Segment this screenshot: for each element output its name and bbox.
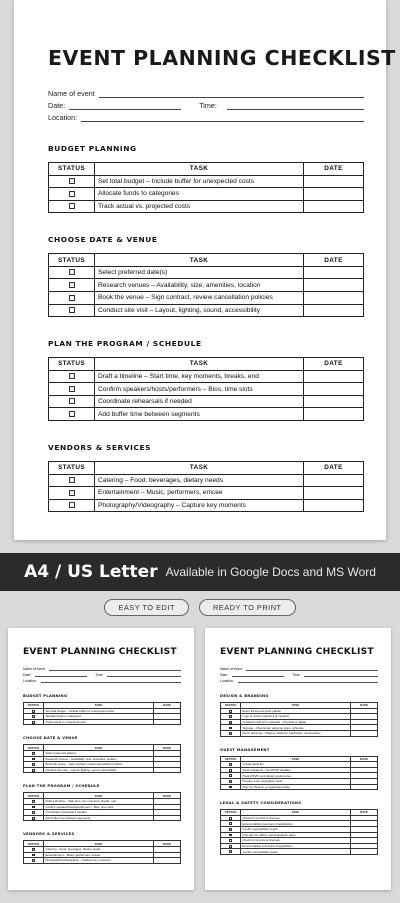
checklist-section: [48, 443, 364, 512]
task-cell: Add buffer time between segments: [95, 408, 304, 421]
task-cell: Confirm accessibility needs: [241, 826, 351, 832]
task-cell: Draft a timeline – Start time, key moments, breaks, end: [44, 798, 154, 804]
task-cell: Confirm speakers/hosts/performers – Bios, time slots: [95, 383, 304, 396]
status-header: STATUS: [49, 358, 95, 371]
preview-fields: Name of event Date: Time: Location:: [23, 665, 181, 683]
status-checkbox[interactable]: [229, 839, 232, 842]
task-cell: Track actual vs. projected costs: [95, 200, 304, 213]
table-row: [49, 266, 364, 279]
status-checkbox[interactable]: [32, 769, 35, 772]
status-header: STATUS: [49, 163, 95, 176]
availability-label: Available in Google Docs and MS Word: [165, 565, 376, 579]
checklist-section: [48, 235, 364, 317]
table-row: [49, 279, 364, 292]
date-cell[interactable]: [304, 370, 364, 383]
name-of-event-row: [48, 86, 364, 98]
task-cell: Set total budget – Include buffer for unexpected costs: [44, 708, 154, 714]
task-cell: Draft a timeline – Start time, key moments, breaks, end: [95, 370, 304, 383]
table-row: [221, 849, 378, 855]
date-header: DATE: [351, 703, 378, 709]
status-checkbox[interactable]: [69, 502, 75, 508]
section-title: BUDGET PLANNING: [23, 694, 68, 698]
section-title: CHOOSE DATE & VENUE: [48, 235, 158, 245]
status-header: STATUS: [24, 703, 44, 709]
task-cell: Decor planning – Flowers, balloons, backdrops, centerpieces: [241, 730, 351, 736]
status-checkbox[interactable]: [69, 295, 75, 301]
status-cell: [24, 858, 44, 864]
status-checkbox[interactable]: [229, 769, 232, 772]
status-checkbox[interactable]: [229, 845, 232, 848]
task-cell: Check for permits or licenses: [241, 815, 351, 821]
table-row: [221, 730, 378, 736]
date-header: DATE: [351, 810, 378, 816]
date-cell[interactable]: [304, 408, 364, 421]
table-header-row: [49, 358, 364, 371]
checklist-table: [220, 702, 378, 737]
status-cell: [49, 395, 95, 408]
table-row: [24, 858, 181, 864]
task-cell: First aid, fire safety, and evacuation plans: [241, 832, 351, 838]
date-cell[interactable]: [304, 291, 364, 304]
status-cell: [49, 188, 95, 201]
status-checkbox[interactable]: [69, 490, 75, 496]
checklist-table: [48, 253, 364, 317]
date-header: DATE: [154, 841, 181, 847]
status-checkbox[interactable]: [69, 269, 75, 275]
status-cell: [49, 499, 95, 512]
status-checkbox[interactable]: [32, 752, 35, 755]
date-time-row: [48, 98, 364, 110]
task-cell: Event theme and color palette: [241, 708, 351, 714]
location-row: [48, 110, 364, 122]
section-title: GUEST MANAGEMENT: [220, 747, 270, 752]
status-checkbox[interactable]: [69, 477, 75, 483]
status-cell: [49, 279, 95, 292]
checklist-section: [23, 694, 181, 725]
task-header: TASK: [44, 793, 154, 799]
status-checkbox[interactable]: [32, 859, 35, 862]
status-checkbox[interactable]: [69, 398, 75, 404]
checklist-table: [23, 744, 181, 773]
task-header: TASK: [95, 254, 304, 267]
checklist-table: [48, 162, 364, 213]
location-label: Location:: [48, 113, 78, 122]
status-checkbox[interactable]: [69, 307, 75, 313]
table-row: [49, 175, 364, 188]
status-checkbox[interactable]: [229, 774, 232, 777]
task-cell: Photography/Videography – Capture key moments: [95, 499, 304, 512]
status-checkbox[interactable]: [69, 373, 75, 379]
status-checkbox[interactable]: [229, 715, 232, 718]
table-row: [49, 304, 364, 317]
status-checkbox[interactable]: [229, 727, 232, 730]
section-title: PLAN THE PROGRAM / SCHEDULE: [48, 339, 202, 349]
name-of-event-line[interactable]: [99, 91, 364, 98]
task-header: TASK: [95, 358, 304, 371]
task-cell: Book the venue – Sign contract, review cancellation policies: [44, 762, 154, 768]
checklist-section: [23, 784, 181, 821]
table-row: [49, 474, 364, 487]
table-row: [49, 188, 364, 201]
status-checkbox[interactable]: [229, 850, 232, 853]
date-cell[interactable]: [154, 767, 181, 773]
status-checkbox[interactable]: [229, 817, 232, 820]
date-cell[interactable]: [304, 395, 364, 408]
date-cell[interactable]: [304, 383, 364, 396]
date-cell[interactable]: [304, 188, 364, 201]
status-checkbox[interactable]: [229, 822, 232, 825]
table-row: [49, 408, 364, 421]
checklist-section: [220, 801, 378, 855]
table-row: [24, 719, 181, 725]
date-cell[interactable]: [304, 487, 364, 500]
status-cell: [221, 849, 241, 855]
status-checkbox[interactable]: [32, 715, 35, 718]
date-cell[interactable]: [304, 266, 364, 279]
task-cell: Conduct site visit – Layout, lighting, sound, accessibility: [44, 767, 154, 773]
date-cell[interactable]: [304, 474, 364, 487]
status-cell: [49, 291, 95, 304]
checklist-table: [48, 461, 364, 512]
status-cell: [49, 304, 95, 317]
task-cell: Research venues – Availability, size, amenities, location: [95, 279, 304, 292]
status-checkbox[interactable]: [32, 817, 35, 820]
task-cell: Check for permits or licenses: [241, 838, 351, 844]
status-checkbox[interactable]: [32, 758, 35, 761]
status-cell: [49, 370, 95, 383]
task-cell: Photography/Videography – Capture key moments: [44, 858, 154, 864]
task-header: TASK: [44, 841, 154, 847]
date-header: DATE: [304, 254, 364, 267]
status-checkbox[interactable]: [229, 828, 232, 831]
date-cell[interactable]: [351, 849, 378, 855]
task-cell: Catering – Food, beverages, dietary needs: [95, 474, 304, 487]
task-header: TASK: [95, 462, 304, 475]
task-cell: Logo or custom graphics (if needed): [241, 714, 351, 720]
status-checkbox[interactable]: [32, 854, 35, 857]
status-checkbox[interactable]: [229, 834, 232, 837]
task-cell: Send invitations – Set RSVP deadline: [241, 767, 351, 773]
preview-page-2: [205, 628, 391, 890]
task-header: TASK: [95, 163, 304, 176]
status-checkbox[interactable]: [32, 763, 35, 766]
date-line[interactable]: [69, 103, 181, 110]
task-cell: Ensure liability insurance (if applicable): [241, 821, 351, 827]
status-cell: [24, 767, 44, 773]
status-cell: [49, 266, 95, 279]
status-header: STATUS: [24, 745, 44, 751]
status-header: STATUS: [221, 703, 241, 709]
status-checkbox[interactable]: [69, 178, 75, 184]
task-cell: Invitations and print materials – Physical or digital: [241, 719, 351, 725]
checklist-section: [48, 339, 364, 421]
section-title: BUDGET PLANNING: [48, 144, 137, 153]
status-cell: [24, 815, 44, 821]
task-cell: Add buffer time between segments: [44, 815, 154, 821]
table-row: [49, 291, 364, 304]
date-cell[interactable]: [154, 815, 181, 821]
status-cell: [49, 200, 95, 213]
date-cell[interactable]: [154, 719, 181, 725]
task-cell: Confirm speakers/hosts/performers – Bios, time slots: [44, 804, 154, 810]
checklist-section: [23, 736, 181, 773]
status-checkbox[interactable]: [69, 386, 75, 392]
main-checklist-page: [14, 0, 396, 540]
section-title: DESIGN & BRANDING: [220, 694, 269, 698]
date-header: DATE: [304, 358, 364, 371]
page-title: EVENT PLANNING CHECKLIST: [48, 46, 396, 70]
status-cell: [49, 487, 95, 500]
task-header: TASK: [44, 745, 154, 751]
task-cell: Create guest list: [241, 762, 351, 768]
main-sections: [48, 144, 364, 512]
preview-fields: Name of event Date: Time: Location:: [220, 665, 378, 683]
date-cell[interactable]: [304, 200, 364, 213]
table-row: [49, 383, 364, 396]
feature-pills: [0, 599, 400, 616]
checklist-section: [48, 144, 364, 213]
status-cell: [221, 784, 241, 790]
task-cell: Coordinate rehearsals if needed: [44, 810, 154, 816]
date-cell[interactable]: [304, 175, 364, 188]
date-cell[interactable]: [304, 304, 364, 317]
task-cell: Catering – Food, beverages, dietary needs: [44, 846, 154, 852]
date-header: DATE: [304, 163, 364, 176]
task-cell: Allocate funds to categories: [44, 714, 154, 720]
task-cell: Allocate funds to categories: [95, 188, 304, 201]
date-header: DATE: [154, 793, 181, 799]
status-checkbox[interactable]: [32, 806, 35, 809]
status-checkbox[interactable]: [229, 710, 232, 713]
event-fields: [48, 86, 364, 122]
status-checkbox[interactable]: [32, 848, 35, 851]
task-header: TASK: [241, 703, 351, 709]
task-cell: Signage – Directional, welcome signs, schedule: [241, 725, 351, 731]
task-cell: Conduct site visit – Layout, lighting, sound, accessibility: [95, 304, 304, 317]
status-checkbox[interactable]: [69, 191, 75, 197]
date-cell[interactable]: [304, 279, 364, 292]
task-header: TASK: [241, 810, 351, 816]
status-checkbox[interactable]: [229, 763, 232, 766]
task-cell: Set total budget – Include buffer for unexpected costs: [95, 175, 304, 188]
status-checkbox[interactable]: [32, 811, 35, 814]
table-row: [221, 784, 378, 790]
task-cell: Track actual vs. projected costs: [44, 719, 154, 725]
format-label: A4 / US Letter: [24, 562, 158, 582]
task-cell: Book the venue – Sign contract, review cancellation policies: [95, 291, 304, 304]
task-cell: Confirm accessibility needs: [241, 849, 351, 855]
checklist-table: [23, 792, 181, 821]
status-header: STATUS: [221, 756, 241, 762]
checklist-table: [220, 809, 378, 855]
preview-page-1: [8, 628, 194, 890]
section-title: PLAN THE PROGRAM / SCHEDULE: [23, 784, 100, 789]
time-line[interactable]: [227, 103, 364, 110]
status-header: STATUS: [221, 810, 241, 816]
table-row: [24, 767, 181, 773]
checklist-section: [23, 832, 181, 863]
task-cell: Prepare name tags/place cards: [241, 778, 351, 784]
location-line[interactable]: [81, 115, 364, 122]
status-checkbox[interactable]: [229, 721, 232, 724]
status-checkbox[interactable]: [32, 721, 35, 724]
checklist-section: [220, 694, 378, 737]
date-header: DATE: [154, 703, 181, 709]
task-cell: Select preferred date(s): [44, 750, 154, 756]
table-header-row: [49, 163, 364, 176]
checklist-table: [48, 357, 364, 421]
table-row: [49, 370, 364, 383]
task-cell: Coordinate rehearsals if needed: [95, 395, 304, 408]
table-row: [49, 395, 364, 408]
section-title: LEGAL & SAFETY CONSIDERATIONS: [220, 801, 302, 806]
date-cell[interactable]: [351, 784, 378, 790]
task-cell: Plan for check-in or registration table: [241, 784, 351, 790]
status-header: STATUS: [49, 254, 95, 267]
section-title: VENDORS & SERVICES: [23, 832, 75, 837]
preview-title: EVENT PLANNING CHECKLIST: [220, 647, 374, 657]
name-of-event-label: Name of event: [48, 89, 95, 98]
status-cell: [49, 383, 95, 396]
task-cell: Ensure liability insurance (if applicable): [241, 843, 351, 849]
date-header: DATE: [351, 756, 378, 762]
task-header: TASK: [241, 756, 351, 762]
table-row: [49, 487, 364, 500]
status-header: STATUS: [24, 841, 44, 847]
status-cell: [221, 730, 241, 736]
task-cell: Entertainment – Music, performers, emcee: [95, 487, 304, 500]
status-checkbox[interactable]: [229, 732, 232, 735]
table-row: [24, 815, 181, 821]
status-checkbox[interactable]: [69, 282, 75, 288]
task-cell: Entertainment – Music, performers, emcee: [44, 852, 154, 858]
time-label: Time:: [199, 101, 217, 110]
checklist-table: [23, 702, 181, 725]
status-header: STATUS: [49, 462, 95, 475]
table-row: [49, 499, 364, 512]
preview-title: EVENT PLANNING CHECKLIST: [23, 647, 177, 657]
status-checkbox[interactable]: [229, 786, 232, 789]
status-checkbox[interactable]: [69, 411, 75, 417]
task-cell: Select preferred date(s): [95, 266, 304, 279]
status-checkbox[interactable]: [32, 710, 35, 713]
status-cell: [49, 408, 95, 421]
date-header: DATE: [304, 462, 364, 475]
status-cell: [24, 719, 44, 725]
checklist-table: [220, 756, 378, 791]
table-header-row: [49, 462, 364, 475]
easy-to-edit-badge: EASY TO EDIT: [104, 599, 189, 616]
ready-to-print-badge: READY TO PRINT: [199, 599, 296, 616]
section-title: CHOOSE DATE & VENUE: [23, 736, 78, 741]
task-cell: Research venues – Availability, size, amenities, location: [44, 756, 154, 762]
format-banner: [0, 553, 400, 591]
status-checkbox[interactable]: [32, 800, 35, 803]
table-row: [49, 200, 364, 213]
section-title: VENDORS & SERVICES: [48, 443, 152, 453]
task-header: TASK: [44, 703, 154, 709]
date-label: Date:: [48, 101, 66, 110]
status-checkbox[interactable]: [229, 780, 232, 783]
status-cell: [49, 474, 95, 487]
checklist-section: [220, 748, 378, 791]
task-cell: Track RSVPs and dietary preferences: [241, 773, 351, 779]
date-cell[interactable]: [351, 730, 378, 736]
table-header-row: [49, 254, 364, 267]
checklist-table: [23, 840, 181, 863]
status-checkbox[interactable]: [69, 203, 75, 209]
date-cell[interactable]: [154, 858, 181, 864]
status-header: STATUS: [24, 793, 44, 799]
status-cell: [49, 175, 95, 188]
date-cell[interactable]: [304, 499, 364, 512]
date-header: DATE: [154, 745, 181, 751]
